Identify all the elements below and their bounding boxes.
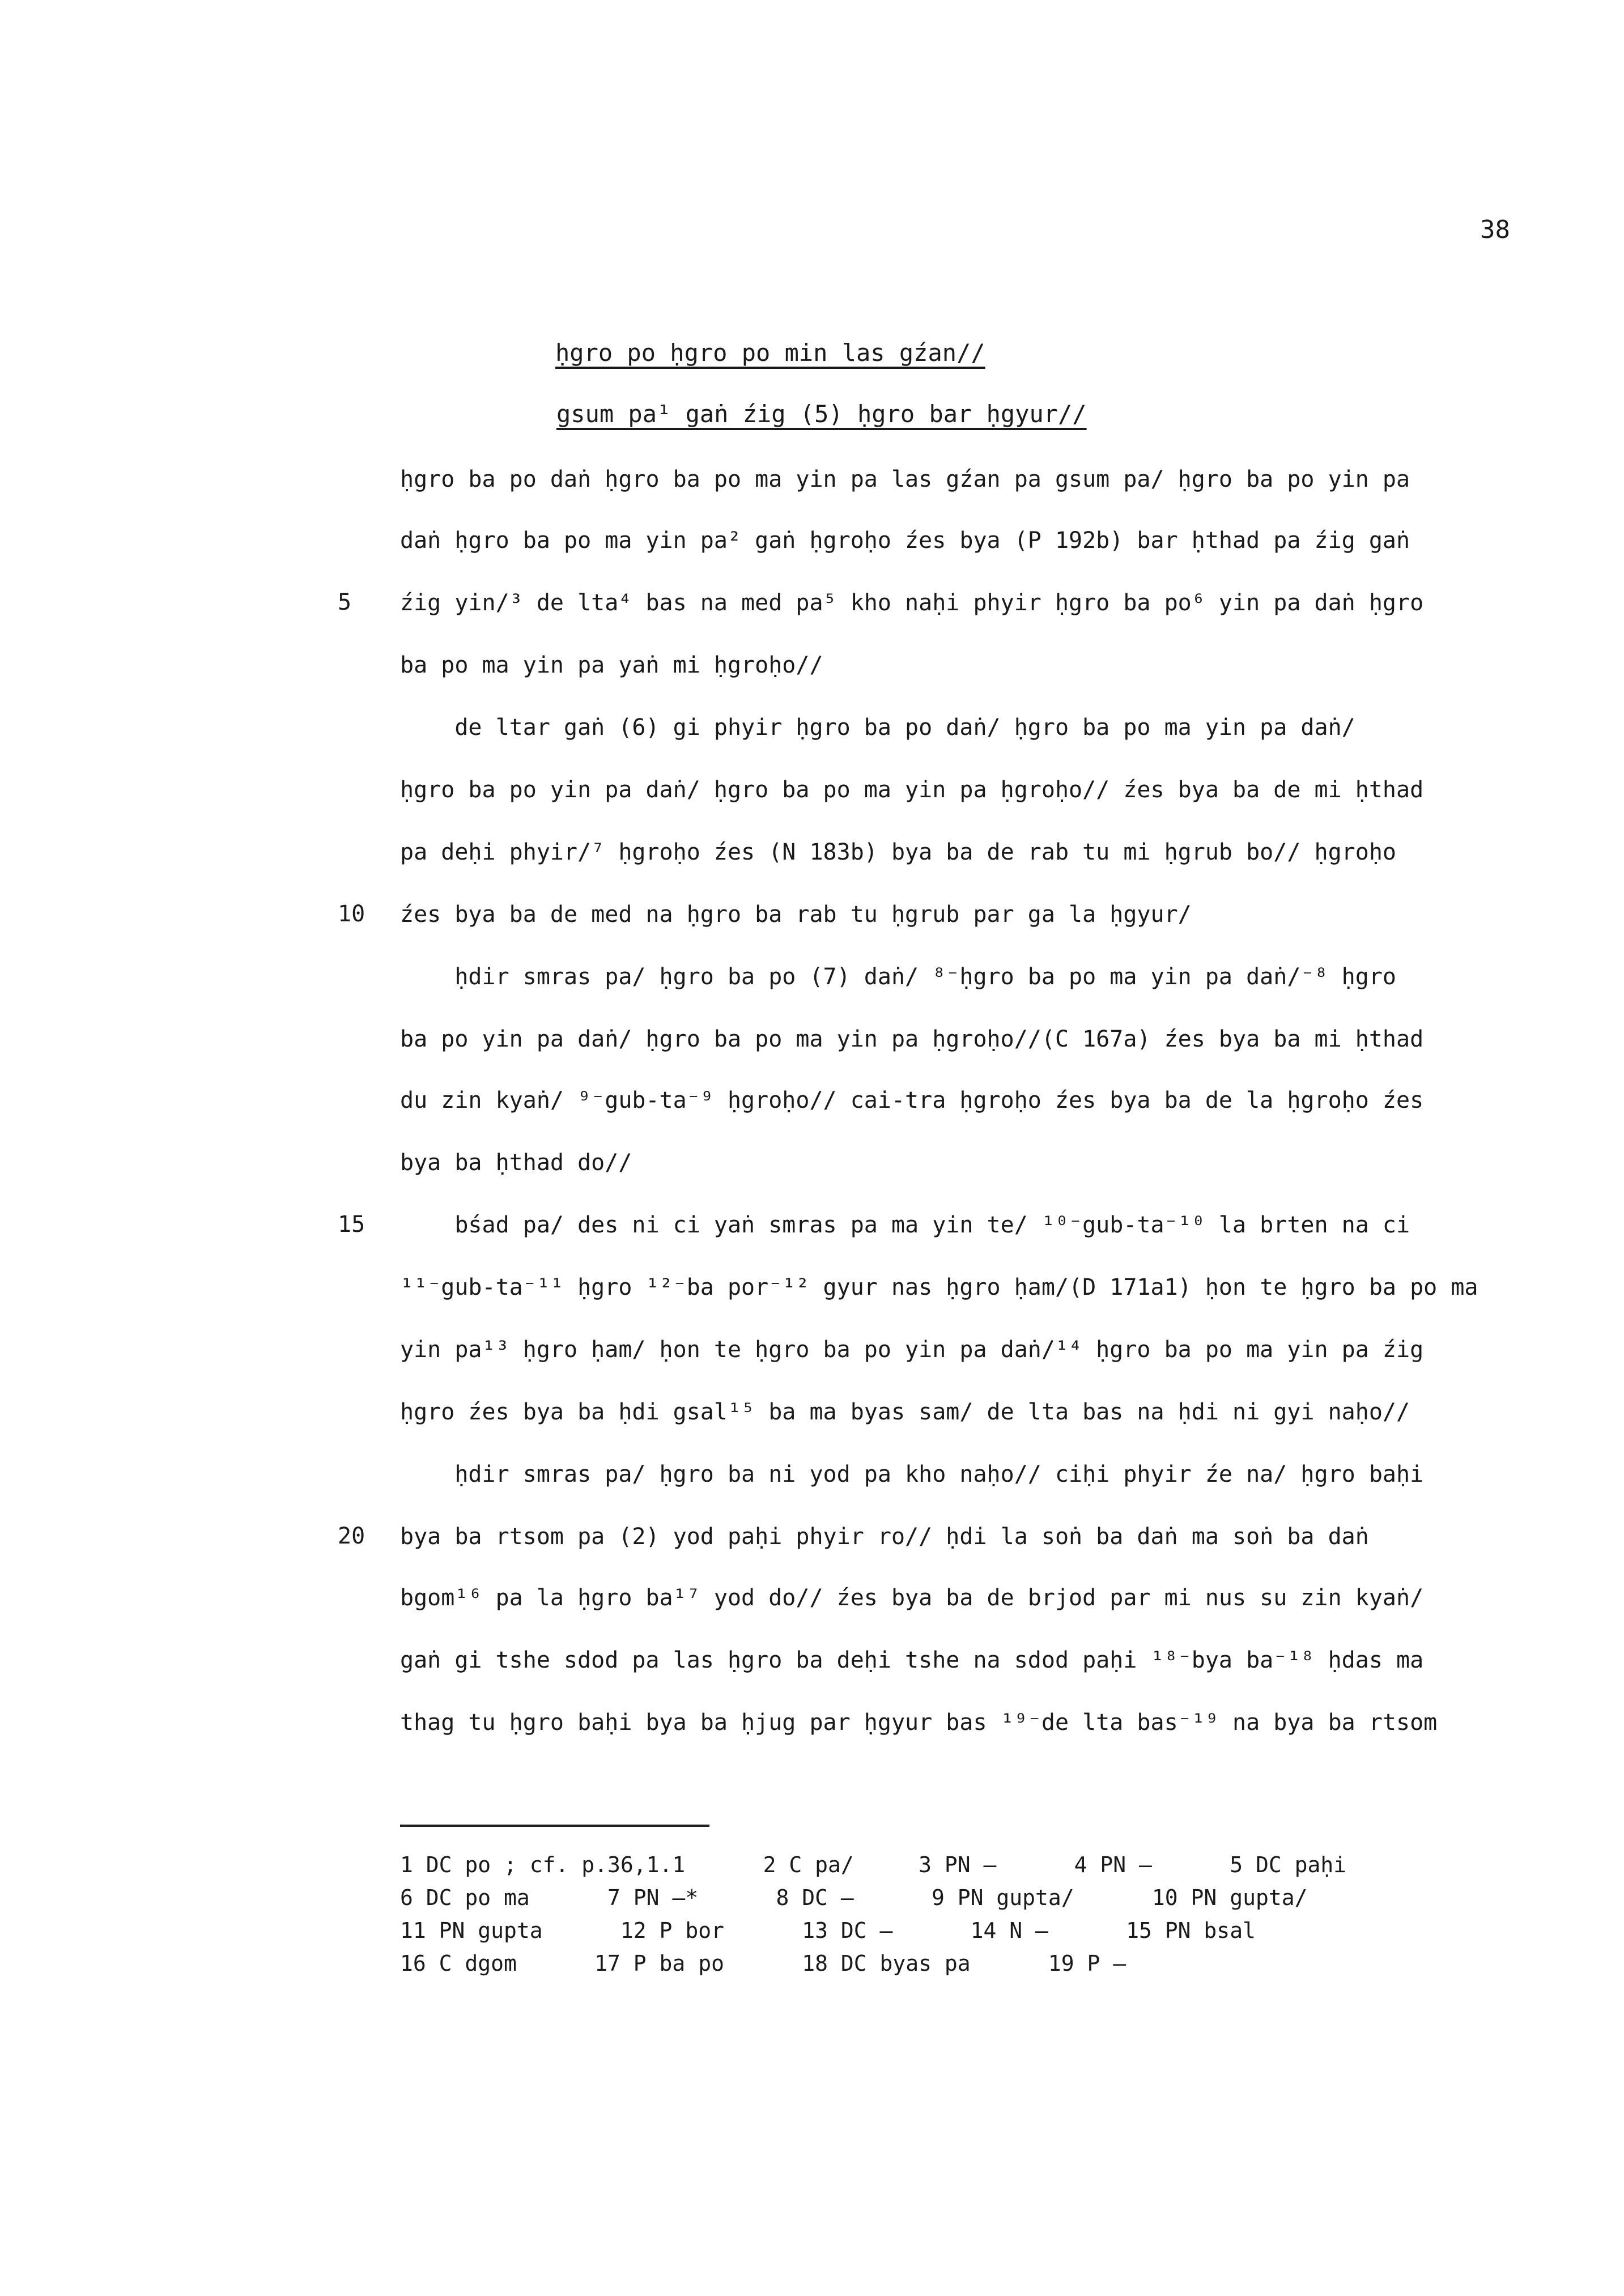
heading-line-2: gsum pa¹ gaṅ źig (5) ḥgro bar ḥgyur// — [556, 400, 1087, 428]
text-line: pa deḥi phyir/⁷ ḥgroḥo źes (N 183b) bya ba de rab tu mi ḥgrub bo// ḥgroḥo — [400, 839, 1396, 865]
text-line: du zin kyaṅ/ ⁹⁻gub-ta⁻⁹ ḥgroḥo// cai-tra ḥgroḥo źes bya ba de la ḥgroḥo źes — [400, 1087, 1424, 1113]
text-line: ḥdir smras pa/ ḥgro ba po (7) daṅ/ ⁸⁻ḥgro ba po ma yin pa daṅ/⁻⁸ ḥgro — [400, 964, 1396, 990]
text-line: bya ba ḥthad do// — [400, 1150, 632, 1176]
line-number: 20 — [338, 1523, 365, 1549]
line-number: 10 — [338, 901, 365, 927]
text-line: gaṅ gi tshe sdod pa las ḥgro ba deḥi tshe na sdod paḥi ¹⁸⁻bya ba⁻¹⁸ ḥdas ma — [400, 1647, 1424, 1673]
text-line: ba po yin pa daṅ/ ḥgro ba po ma yin pa ḥgroḥo//(C 167a) źes bya ba mi ḥthad — [400, 1026, 1424, 1052]
footnote-rule — [400, 1825, 709, 1827]
text-line: ḥgro źes bya ba ḥdi gsal¹⁵ ba ma byas sam/ de lta bas na ḥdi ni gyi naḥo// — [400, 1399, 1410, 1425]
text-line: źig yin/³ de lta⁴ bas na med pa⁵ kho naḥi phyir ḥgro ba po⁶ yin pa daṅ ḥgro — [400, 590, 1424, 616]
text-line: ḥgro ba po yin pa daṅ/ ḥgro ba po ma yin pa ḥgroḥo// źes bya ba de mi ḥthad — [400, 777, 1424, 803]
text-line: bgom¹⁶ pa la ḥgro ba¹⁷ yod do// źes bya ba de brjod par mi nus su zin kyaṅ/ — [400, 1585, 1424, 1611]
text-line: ¹¹⁻gub-ta⁻¹¹ ḥgro ¹²⁻ba por⁻¹² gyur nas ḥgro ḥam/(D 171a1) ḥon te ḥgro ba po ma — [400, 1274, 1478, 1300]
footnote-line: 1 DC po ; cf. p.36,1.1 2 C pa/ 3 PN — 4 PN — 5 DC paḥi — [400, 1852, 1347, 1877]
footnote-line: 6 DC po ma 7 PN —* 8 DC — 9 PN gupta/ 10 PN gupta/ — [400, 1885, 1308, 1910]
heading-line-1: ḥgro po ḥgro po min las gźan// — [555, 339, 985, 367]
footnote-line: 11 PN gupta 12 P bor 13 DC — 14 N — 15 PN bsal — [400, 1918, 1256, 1943]
text-line: ba po ma yin pa yaṅ mi ḥgroḥo// — [400, 652, 823, 678]
page-number: 38 — [1480, 215, 1510, 244]
text-line: de ltar gaṅ (6) gi phyir ḥgro ba po daṅ/ ḥgro ba po ma yin pa daṅ/ — [400, 715, 1355, 741]
text-line: daṅ ḥgro ba po ma yin pa² gaṅ ḥgroḥo źes bya (P 192b) bar ḥthad pa źig gaṅ — [400, 528, 1410, 554]
text-line: yin pa¹³ ḥgro ḥam/ ḥon te ḥgro ba po yin pa daṅ/¹⁴ ḥgro ba po ma yin pa źig — [400, 1337, 1424, 1363]
text-line: bya ba rtsom pa (2) yod paḥi phyir ro// ḥdi la soṅ ba daṅ ma soṅ ba daṅ — [400, 1524, 1369, 1550]
text-line: źes bya ba de med na ḥgro ba rab tu ḥgrub par ga la ḥgyur/ — [400, 902, 1192, 928]
text-line: ḥdir smras pa/ ḥgro ba ni yod pa kho naḥo// ciḥi phyir źe na/ ḥgro baḥi — [400, 1461, 1424, 1487]
line-number: 15 — [338, 1211, 365, 1238]
text-line: ḥgro ba po daṅ ḥgro ba po ma yin pa las gźan pa gsum pa/ ḥgro ba po yin pa — [400, 466, 1410, 492]
line-number: 5 — [338, 589, 352, 615]
text-line: thag tu ḥgro baḥi bya ba ḥjug par ḥgyur bas ¹⁹⁻de lta bas⁻¹⁹ na bya ba rtsom — [400, 1710, 1438, 1736]
text-line: bśad pa/ des ni ci yaṅ smras pa ma yin te/ ¹⁰⁻gub-ta⁻¹⁰ la brten na ci — [400, 1212, 1410, 1238]
footnote-line: 16 C dgom 17 P ba po 18 DC byas pa 19 P — — [400, 1951, 1126, 1976]
